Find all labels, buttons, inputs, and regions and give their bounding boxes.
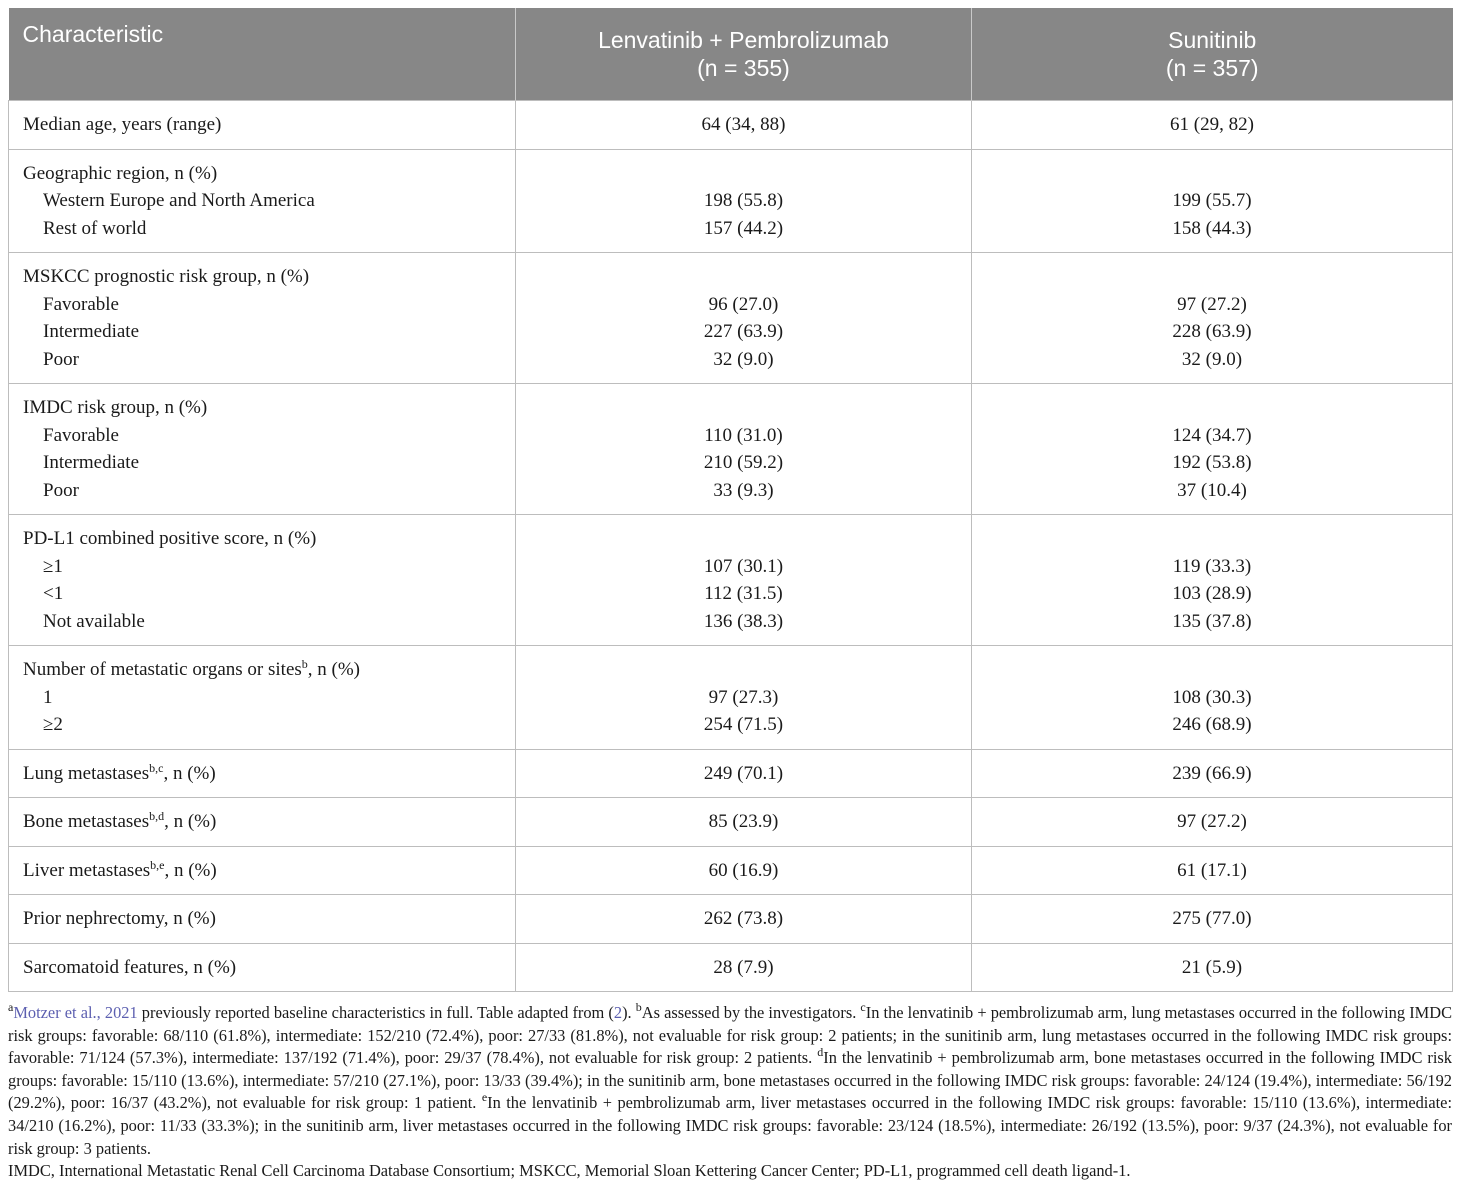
lenvatinib-pembrolizumab-cell [516, 646, 972, 750]
subrow-label: Rest of world [43, 217, 147, 239]
footnote-a-text: previously reported baseline characteristics in full. Table adapted from ( [137, 1003, 614, 1022]
row-label-text: Number of metastatic organs or sites [23, 659, 302, 680]
table-footnotes [8, 1002, 1452, 1183]
row-label: Prior nephrectomy, n (%) [23, 908, 216, 929]
row-label: Sarcomatoid features, n (%) [23, 956, 237, 978]
subrow-value-arm2: 37 (10.4) [1177, 479, 1247, 501]
characteristic-cell [9, 384, 516, 515]
subrow-value-arm1: 107 (30.1) [703, 555, 784, 577]
table-row [9, 646, 1453, 750]
subrow-label: Favorable [43, 424, 119, 446]
row-value-arm1: 262 (73.8) [703, 908, 784, 929]
subrow-value-arm2: 119 (33.3) [1172, 555, 1252, 577]
characteristic-cell [9, 798, 516, 847]
subrow-label: Intermediate [43, 321, 140, 342]
row-value-arm2: 21 (5.9) [1181, 956, 1243, 978]
lenvatinib-pembrolizumab-cell [516, 798, 972, 847]
lenvatinib-pembrolizumab-cell [516, 895, 972, 944]
lenvatinib-pembrolizumab-cell [516, 384, 972, 515]
subrow-value-arm2: 192 (53.8) [1172, 452, 1252, 473]
subrow-value-arm1: 97 (27.3) [708, 686, 779, 708]
subrow-value-arm1: 157 (44.2) [703, 217, 784, 239]
reference-2-link[interactable]: 2 [613, 1003, 623, 1022]
header-lenvatinib-pembrolizumab [516, 8, 972, 101]
footnote-a-end: ). [622, 1003, 636, 1022]
subrow-value-arm1: 112 (31.5) [704, 583, 783, 604]
header-arm1-name: Lenvatinib + Pembrolizumab [598, 27, 889, 53]
table-row [9, 253, 1453, 384]
subrow-value-arm1: 254 (71.5) [703, 714, 784, 735]
subrow-value-arm1: 110 (31.0) [704, 424, 783, 446]
table-row [9, 149, 1453, 253]
footnote-c-marker: c [860, 1000, 866, 1014]
subrow-value-arm1: 198 (55.8) [703, 190, 784, 211]
subrow-value-arm2: 228 (63.9) [1172, 321, 1252, 342]
row-label [23, 760, 501, 788]
row-label [23, 857, 501, 885]
sunitinib-cell [972, 101, 1453, 150]
sunitinib-cell [972, 384, 1453, 515]
row-label-text: Liver metastases [23, 859, 151, 881]
characteristic-cell [9, 253, 516, 384]
row-label: Geographic region, n (%) [23, 162, 218, 184]
header-arm2-name: Sunitinib [1168, 27, 1257, 53]
subrow-label: ≥2 [43, 714, 63, 735]
subrow-value-arm2: 108 (30.3) [1172, 686, 1252, 708]
baseline-characteristics-table-container [8, 8, 1452, 1183]
footnote-marker: b,c [149, 760, 164, 775]
abbreviations-note: IMDC, International Metastatic Renal Cell Carcinoma Database Consortium; MSKCC, Memorial Sloan Kettering Cancer Center; PD-L1, programmed cell death ligand-1. [8, 1161, 1131, 1181]
subrow-label: 1 [43, 686, 53, 708]
table-row [9, 943, 1453, 992]
row-label: Median age, years (range) [23, 114, 222, 135]
row-label [23, 656, 501, 684]
characteristic-cell [9, 101, 516, 150]
footnote-marker: b,e [150, 857, 165, 872]
sunitinib-cell [972, 798, 1453, 847]
baseline-characteristics-table [8, 8, 1453, 992]
header-characteristic: Characteristic [9, 8, 516, 101]
subrow-value-arm2: 135 (37.8) [1172, 610, 1252, 632]
sunitinib-cell [972, 943, 1453, 992]
subrow-label: Intermediate [43, 452, 140, 473]
subrow-label: Western Europe and North America [43, 190, 315, 211]
footnote-c-text: In the lenvatinib + pembrolizumab arm, lung metastases occurred in the following IMDC risk groups: favorable: 68/110 (61.8%), intermediate: 152/210 (72.4%), poor: 27/33 (81.8%), not evaluable for risk group: 2 patients; in the sunitinib arm, lung metastases occurred in the following IMDC risk groups: favorable: 71/124 (57.3%), intermediate: 137/192 (71.4%), poor: 29/37 (78.4%), not evaluable for risk group: 2 patients. [8, 1003, 1452, 1068]
row-label-suffix: , n (%) [164, 811, 217, 832]
subrow-value-arm2: 199 (55.7) [1172, 190, 1252, 211]
characteristic-cell [9, 895, 516, 944]
table-row [9, 798, 1453, 847]
footnote-marker: b,d [149, 809, 165, 823]
row-value-arm1: 64 (34, 88) [701, 114, 786, 135]
subrow-value-arm2: 124 (34.7) [1172, 424, 1252, 446]
characteristic-cell [9, 515, 516, 646]
subrow-value-arm2: 97 (27.2) [1177, 293, 1247, 315]
lenvatinib-pembrolizumab-cell [516, 846, 972, 895]
lenvatinib-pembrolizumab-cell [516, 749, 972, 798]
subrow-value-arm2: 103 (28.9) [1172, 583, 1252, 604]
footnote-d-marker: d [817, 1045, 824, 1060]
subrow-value-arm1: 227 (63.9) [703, 321, 784, 342]
subrow-value-arm1: 136 (38.3) [703, 610, 784, 632]
row-value-arm2: 61 (29, 82) [1170, 114, 1254, 135]
subrow-value-arm1: 32 (9.0) [713, 348, 774, 370]
table-row [9, 384, 1453, 515]
sunitinib-cell [972, 149, 1453, 253]
table-row [9, 101, 1453, 150]
subrow-label: Poor [43, 348, 79, 370]
motzer-2021-link[interactable]: Motzer et al., 2021 [13, 1003, 138, 1022]
row-label-suffix: , n (%) [163, 762, 216, 784]
header-arm2-n: (n = 357) [1165, 55, 1259, 81]
subrow-label: Not available [43, 610, 145, 632]
row-label: MSKCC prognostic risk group, n (%) [23, 266, 310, 287]
row-value-arm1: 28 (7.9) [713, 956, 774, 978]
table-row [9, 515, 1453, 646]
table-row [9, 846, 1453, 895]
footnote-e-text: In the lenvatinib + pembrolizumab arm, liver metastases occurred in the following IMDC risk groups: favorable: 15/110 (13.6%), intermediate: 34/210 (16.2%), poor: 11/33 (33.3%); in the sunitinib arm, liver metastases occurred in the following IMDC risk groups: favorable: 23/124 (18.5%), intermediate: 26/192 (13.5%), poor: 9/37 (24.3%), not evaluable for risk group: 3 patients. [8, 1093, 1453, 1158]
table-body [9, 101, 1453, 992]
subrow-label: Favorable [43, 293, 119, 315]
characteristic-cell [9, 846, 516, 895]
sunitinib-cell [972, 749, 1453, 798]
row-value-arm1: 249 (70.1) [703, 762, 784, 784]
row-label-text: Bone metastases [23, 811, 150, 832]
subrow-value-arm1: 210 (59.2) [703, 452, 784, 473]
lenvatinib-pembrolizumab-cell [516, 943, 972, 992]
footnote-marker: b [301, 657, 308, 671]
lenvatinib-pembrolizumab-cell [516, 101, 972, 150]
table-row [9, 895, 1453, 944]
subrow-value-arm1: 33 (9.3) [713, 479, 774, 501]
characteristic-cell [9, 943, 516, 992]
sunitinib-cell [972, 646, 1453, 750]
sunitinib-cell [972, 846, 1453, 895]
row-value-arm2: 97 (27.2) [1177, 811, 1247, 832]
row-label-text: Lung metastases [23, 762, 150, 784]
subrow-value-arm1: 96 (27.0) [708, 293, 779, 315]
footnote-a-marker: a [8, 1000, 14, 1014]
characteristic-cell [9, 646, 516, 750]
footnote-paragraph [8, 1002, 1452, 1160]
row-value-arm2: 239 (66.9) [1172, 762, 1252, 784]
footnote-b-text: As assessed by the investigators. [641, 1003, 861, 1022]
row-value-arm1: 60 (16.9) [708, 859, 779, 881]
row-label-suffix: , n (%) [307, 659, 361, 680]
lenvatinib-pembrolizumab-cell [516, 253, 972, 384]
header-arm1-n: (n = 355) [697, 55, 790, 81]
footnote-e-marker: e [481, 1090, 488, 1105]
row-value-arm2: 61 (17.1) [1177, 859, 1247, 881]
characteristic-cell [9, 149, 516, 253]
footnote-b-marker: b [635, 1000, 642, 1014]
characteristic-cell [9, 749, 516, 798]
row-label: PD-L1 combined positive score, n (%) [23, 528, 317, 549]
table-header-row [9, 8, 1453, 101]
row-value-arm2: 275 (77.0) [1172, 908, 1252, 929]
subrow-label: ≥1 [43, 555, 63, 577]
row-value-arm1: 85 (23.9) [708, 811, 779, 832]
subrow-value-arm2: 246 (68.9) [1172, 714, 1252, 735]
footnote-d-text: In the lenvatinib + pembrolizumab arm, bone metastases occurred in the following IMDC risk groups: favorable: 15/110 (13.6%), intermediate: 57/210 (27.1%), poor: 13/33 (39.4%); in the sunitinib arm, bone metastases occurred in the following IMDC risk groups: favorable: 24/124 (19.4%), intermediate: 56/192 (29.2%), poor: 16/37 (43.2%), not evaluable for risk group: 1 patient. [8, 1048, 1452, 1113]
sunitinib-cell [972, 515, 1453, 646]
row-label [23, 808, 501, 836]
lenvatinib-pembrolizumab-cell [516, 149, 972, 253]
header-sunitinib [972, 8, 1453, 101]
sunitinib-cell [972, 895, 1453, 944]
subrow-value-arm2: 158 (44.3) [1172, 217, 1252, 239]
row-label: IMDC risk group, n (%) [23, 397, 208, 418]
row-label-suffix: , n (%) [164, 859, 217, 881]
sunitinib-cell [972, 253, 1453, 384]
subrow-label: Poor [43, 479, 79, 501]
subrow-value-arm2: 32 (9.0) [1181, 348, 1243, 370]
subrow-label: <1 [43, 583, 64, 604]
table-row [9, 749, 1453, 798]
lenvatinib-pembrolizumab-cell [516, 515, 972, 646]
